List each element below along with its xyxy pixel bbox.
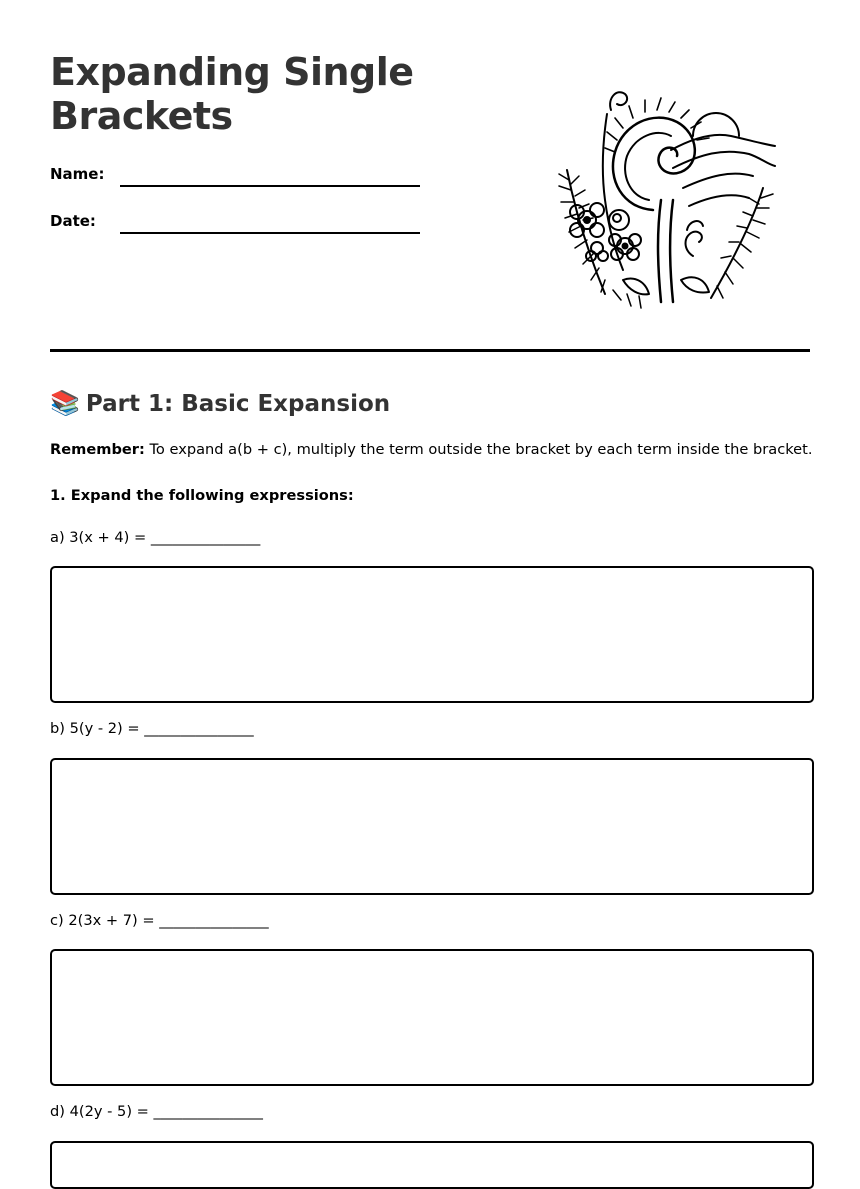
- answer-box-c[interactable]: [50, 949, 814, 1086]
- answer-box-b[interactable]: [50, 758, 814, 895]
- answer-box-d[interactable]: [50, 1141, 814, 1189]
- date-input[interactable]: [120, 232, 420, 234]
- books-icon: 📚: [50, 389, 80, 417]
- remember-note: [50, 440, 813, 460]
- question-item-d: d) 4(2y - 5) = _______________: [50, 1103, 263, 1120]
- section-title-text: Part 1: Basic Expansion: [85, 391, 391, 417]
- question-item-c: c) 2(3x + 7) = _______________: [50, 912, 269, 929]
- date-field-row: [50, 212, 420, 236]
- remember-text: To expand a(b + c), multiply the term outside the bracket by each term inside the bracket.: [149, 441, 813, 458]
- question-heading: 1. Expand the following expressions:: [50, 487, 354, 504]
- question-item-b: b) 5(y - 2) = _______________: [50, 720, 254, 737]
- remember-label: Remember:: [50, 441, 145, 458]
- name-field-row: [50, 165, 420, 189]
- name-input[interactable]: [120, 185, 420, 187]
- section-title: [50, 386, 390, 421]
- question-item-a: a) 3(x + 4) = _______________: [50, 529, 261, 546]
- fern-koru-landscape-icon: [553, 80, 783, 312]
- name-label: Name:: [50, 165, 105, 183]
- answer-box-a[interactable]: [50, 566, 814, 703]
- header-divider: [50, 349, 810, 352]
- date-label: Date:: [50, 212, 96, 230]
- page-title: Expanding Single Brackets: [50, 50, 414, 138]
